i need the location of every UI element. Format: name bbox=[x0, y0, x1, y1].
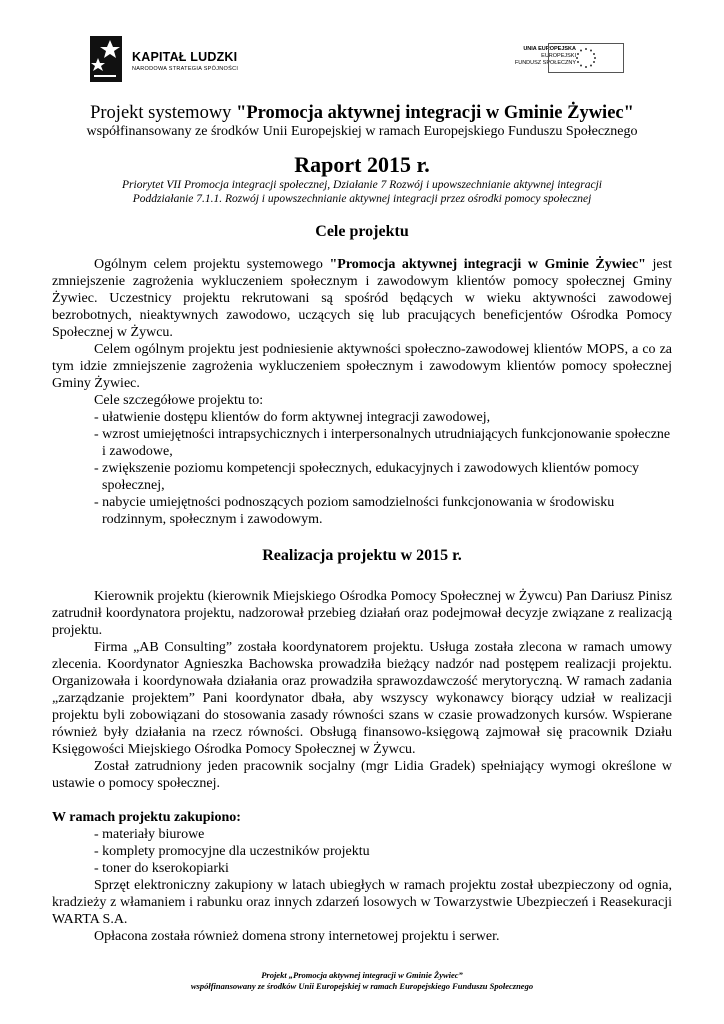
eu-flag-icon bbox=[548, 43, 624, 73]
kapital-ludzki-title: KAPITAŁ LUDZKI bbox=[132, 50, 238, 64]
project-name: "Promocja aktywnej integracji w Gminie Żywiec" bbox=[236, 103, 634, 123]
document-body bbox=[52, 102, 672, 945]
purchases-paragraph-1: Sprzęt elektroniczny zakupiony w latach ubiegłych w ramach projektu został ubezpieczony od ognia, kradzieży z włamaniem i rabunku oraz innych zdarzeń losowych w Towarzystwie Ubezpieczeń i Reasekuracji WARTA S.A. bbox=[52, 878, 672, 927]
eu-label-line1: UNIA EUROPEJSKA bbox=[523, 46, 576, 52]
goals-p1-rest: jest zmniejszenie zagrożenia wykluczeniem społecznym i zawodowym klientów pomocy społecznej Gminy Żywiec. Uczestnicy projektu rekrutowani są spośród będących w wieku aktywności zawodowej bezrobotnych, nieaktywnych zawodowo, uczących się lub pracujących beneficjentów Ośrodka Pomocy Społecznej w Żywcu. bbox=[52, 257, 672, 340]
goals-paragraph-1 bbox=[52, 256, 672, 341]
goals-heading: Cele projektu bbox=[315, 223, 409, 240]
footer-line-1: Projekt „Promocja aktywnej integracji w Gminie Żywiec” bbox=[261, 970, 463, 980]
project-title-prefix: Projekt systemowy bbox=[90, 103, 237, 123]
priority-line: Priorytet VII Promocja integracji społecznej, Działanie 7 Rozwój i upowszechnianie aktywnej integracji bbox=[122, 179, 602, 191]
goal-item: - zwiększenie poziomu kompetencji społecznych, edukacyjnych i zawodowych klientów pomocy społecznej, bbox=[94, 461, 640, 493]
purchase-item: - toner do kserokopiarki bbox=[94, 861, 229, 876]
page-footer bbox=[0, 970, 724, 992]
goals-p1-project-name: "Promocja aktywnej integracji w Gminie Żywiec" bbox=[329, 257, 646, 272]
eu-label-line2: EUROPEJSKI bbox=[541, 53, 576, 59]
purchase-item: - komplety promocyjne dla uczestników projektu bbox=[94, 844, 370, 859]
footer-line-2: współfinansowany ze środków Unii Europejskiej w ramach Europejskiego Funduszu Społecznego bbox=[190, 981, 534, 991]
goal-item: - wzrost umiejętności intrapsychicznych i interpersonalnych utrudniających funkcjonowanie społeczne i zawodowe, bbox=[94, 427, 671, 459]
goals-p1-text: Ogólnym celem projektu systemowego bbox=[94, 257, 330, 272]
purchases-paragraph-2: Opłacona została również domena strony internetowej projektu i serwer. bbox=[94, 929, 500, 944]
goal-item: - nabycie umiejętności podnoszących poziom samodzielności funkcjonowania w środowisku rodzinnym, społecznym i zawodowym. bbox=[94, 495, 615, 527]
page-header bbox=[0, 30, 724, 90]
realization-paragraph-2: Firma „AB Consulting” została koordynatorem projektu. Usługa została zlecona w ramach umowy zlecenia. Koordynator Agnieszka Bachowska prowadziła bieżący nadzór nad postępem realizacji projektu. Organizowała i koordynowała działania oraz prowadziła sprawozdawczość merytoryczną. W ramach zadania „zarządzanie projektem” Pani koordynator dbała, aby wszyscy wykonawcy biorący udział w realizacji projektu byli zobowiązani do stosowania zasady równości szans w czasie prowadzonych kursów. Wspierane również były działania na rzecz równości. Obsługą finansowo-księgową zajmował się pracownik Działu Księgowości Miejskiego Ośrodka Pomocy Społecznej w Żywcu. bbox=[52, 640, 672, 757]
report-title: Raport 2015 r. bbox=[294, 152, 430, 177]
purchases-heading: W ramach projektu zakupiono: bbox=[52, 810, 241, 825]
eu-label-line3: FUNDUSZ SPOŁECZNY bbox=[514, 60, 576, 66]
realization-heading: Realizacja projektu w 2015 r. bbox=[262, 547, 462, 564]
purchase-item: - materiały biurowe bbox=[94, 827, 205, 842]
kapital-ludzki-logo-icon bbox=[90, 36, 122, 82]
realization-paragraph-3: Został zatrudniony jeden pracownik socjalny (mgr Lidia Gradek) spełniający wymogi określone w ustawie o pomocy społecznej. bbox=[52, 759, 672, 791]
goals-paragraph-2: Celem ogólnym projektu jest podniesienie aktywności społeczno-zawodowej klientów MOPS, a co za tym idzie zmniejszenie zagrożenia wykluczeniem społecznym i zawodowym klientów pomocy społecznej Gminy Żywiec. bbox=[52, 342, 672, 391]
kapital-ludzki-subtitle: NARODOWA STRATEGIA SPÓJNOŚCI bbox=[132, 66, 239, 72]
realization-paragraph-1: Kierownik projektu (kierownik Miejskiego Ośrodka Pomocy Społecznej w Żywcu) Pan Dariusz Pinisz zatrudnił koordynatora projektu, nadzorował przebieg działań oraz podejmował decyzje związane z realizacją projektu. bbox=[52, 589, 672, 638]
goal-item: - ułatwienie dostępu klientów do form aktywnej integracji zawodowej, bbox=[94, 410, 491, 425]
goals-paragraph-3: Cele szczegółowe projektu to: bbox=[94, 393, 264, 408]
project-title bbox=[52, 102, 672, 124]
cofinance-note: współfinansowany ze środków Unii Europejskiej w ramach Europejskiego Funduszu Społecznego bbox=[86, 124, 638, 139]
subaction-line: Poddziałanie 7.1.1. Rozwój i upowszechnianie aktywnej integracji przez ośrodki pomocy społecznej bbox=[132, 193, 592, 205]
